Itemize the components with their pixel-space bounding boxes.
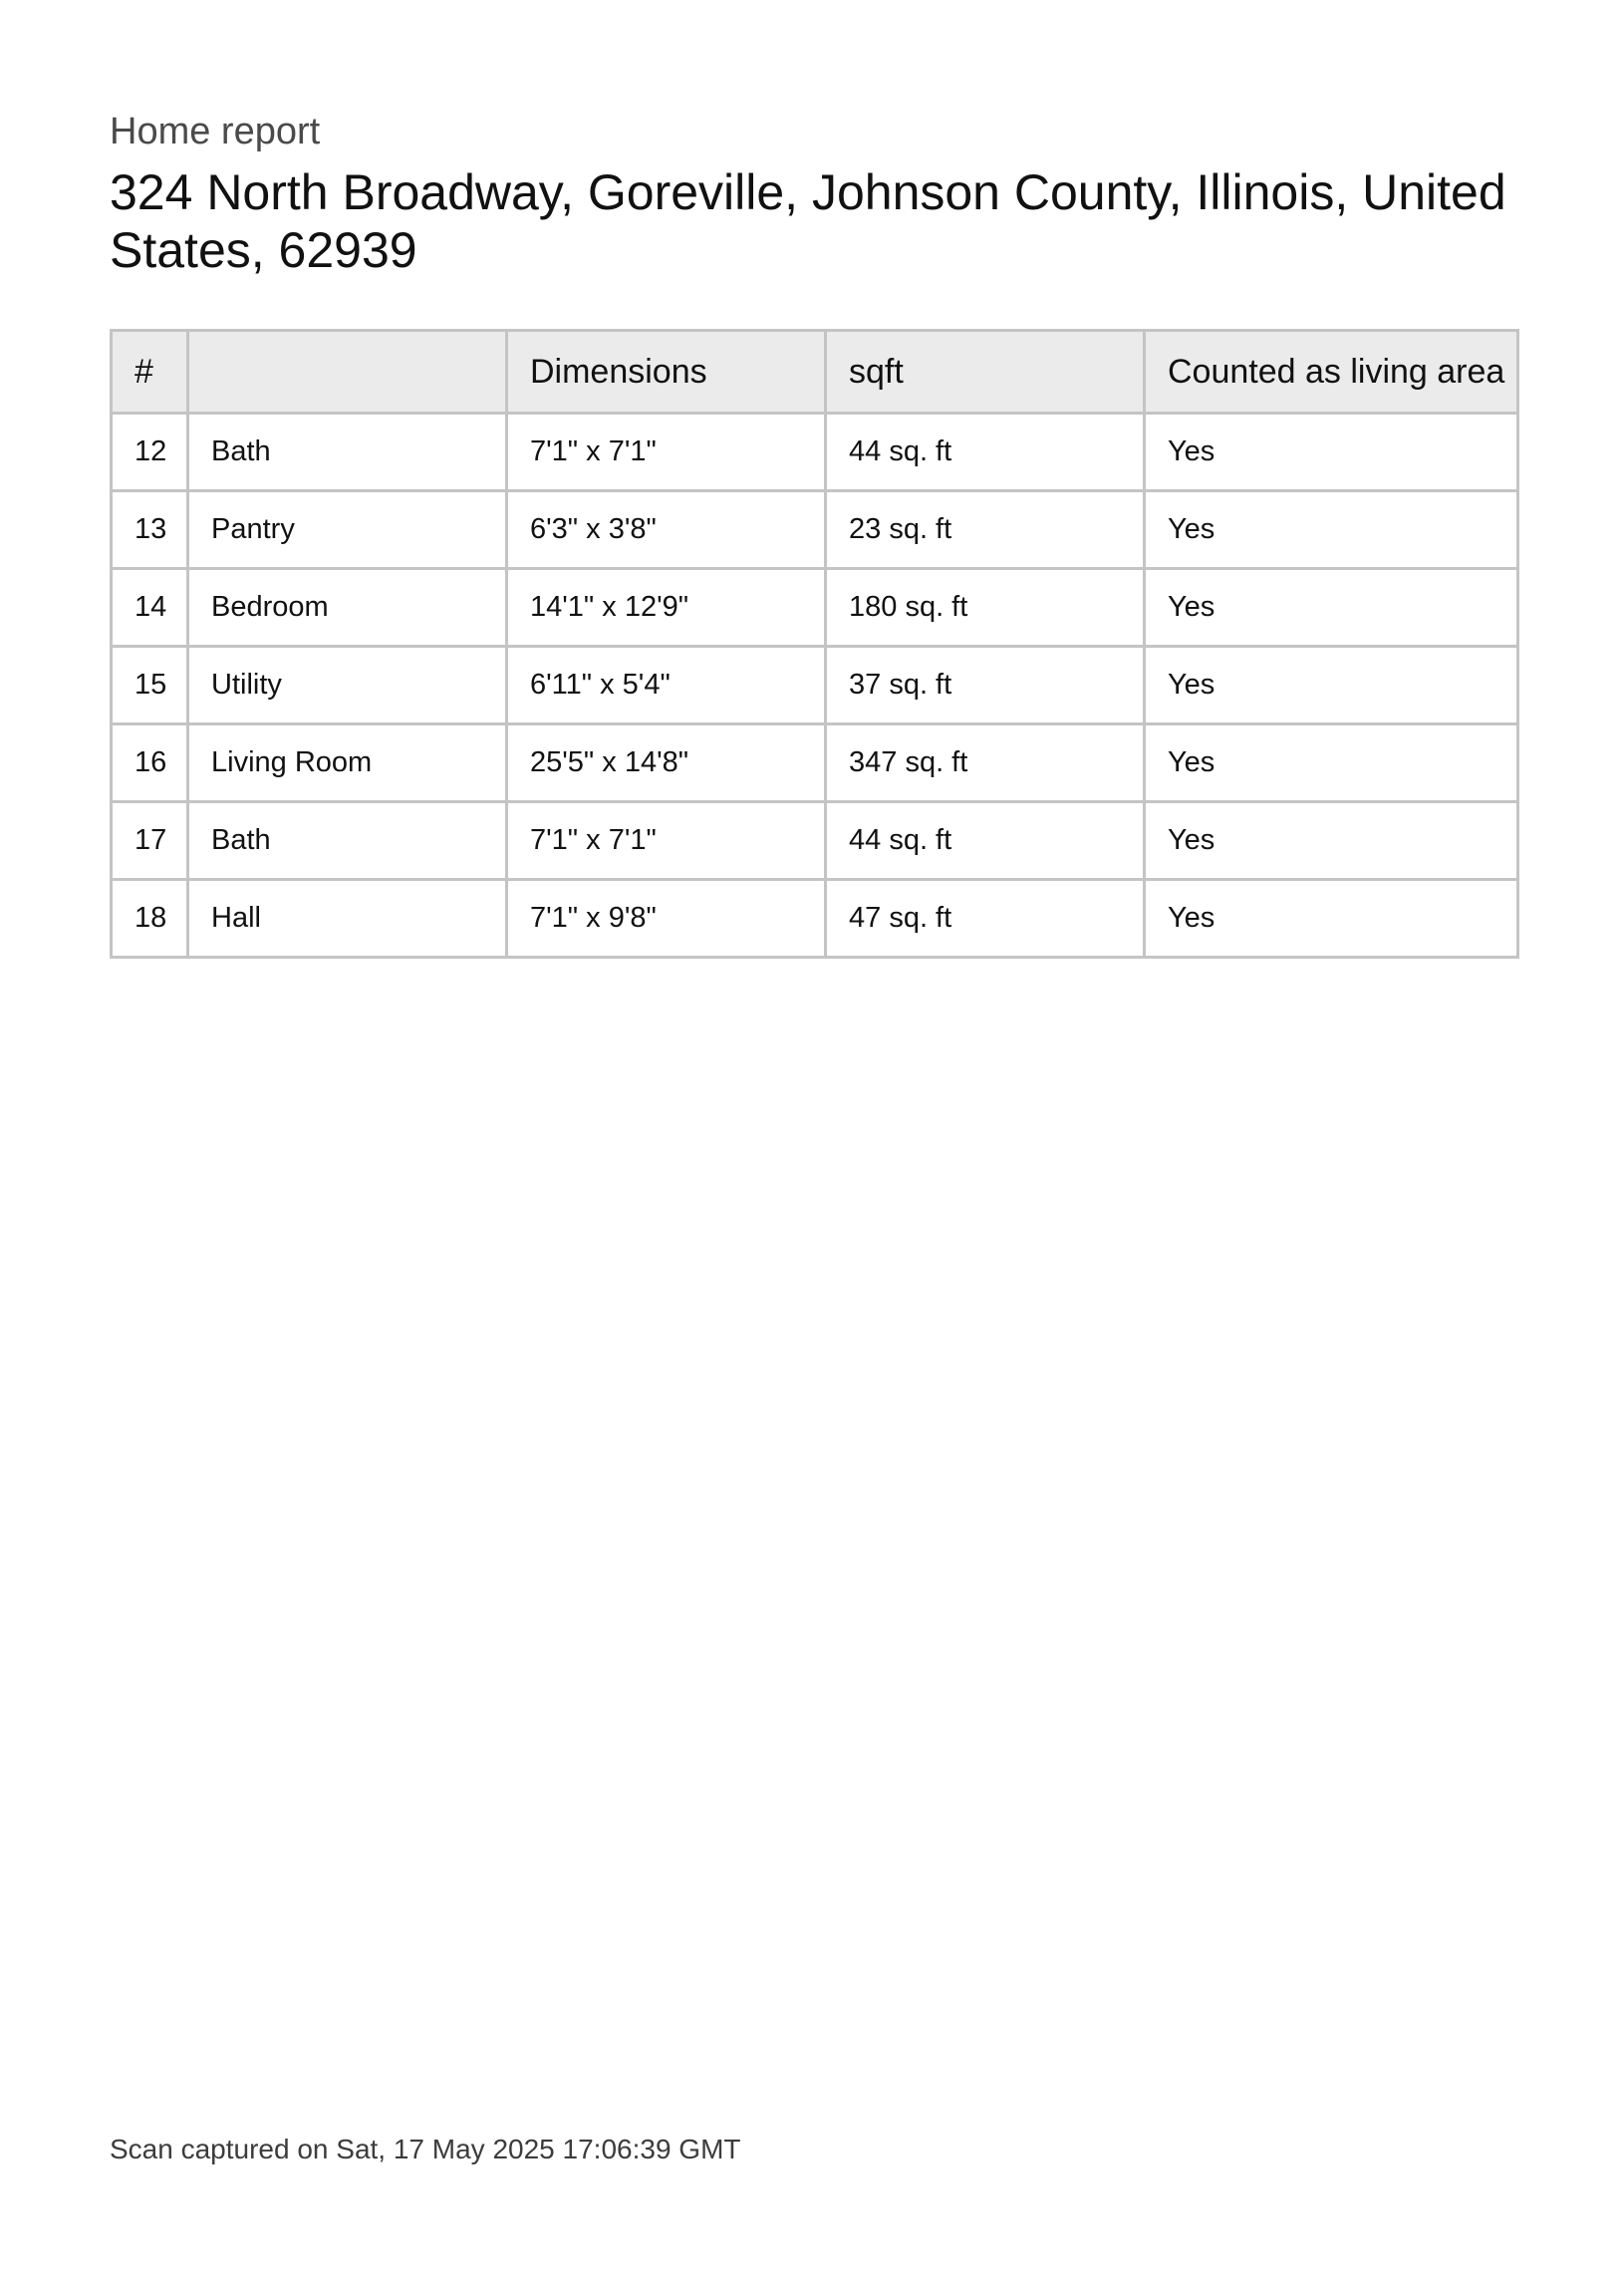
table-row bbox=[112, 802, 1518, 880]
header-number: # bbox=[112, 331, 188, 414]
room-sqft: 180 sq. ft bbox=[826, 569, 1145, 647]
header-dimensions: Dimensions bbox=[507, 331, 826, 414]
room-number: 18 bbox=[112, 880, 188, 958]
room-name: Bath bbox=[188, 414, 507, 491]
table-row bbox=[112, 569, 1518, 647]
header-room-name bbox=[188, 331, 507, 414]
room-dimensions: 7'1" x 7'1" bbox=[507, 802, 826, 880]
room-sqft: 44 sq. ft bbox=[826, 414, 1145, 491]
room-living-area: Yes bbox=[1145, 414, 1518, 491]
room-sqft: 37 sq. ft bbox=[826, 647, 1145, 724]
room-sqft: 23 sq. ft bbox=[826, 491, 1145, 569]
room-number: 17 bbox=[112, 802, 188, 880]
header-sqft: sqft bbox=[826, 331, 1145, 414]
room-sqft: 47 sq. ft bbox=[826, 880, 1145, 958]
scan-timestamp: Scan captured on Sat, 17 May 2025 17:06:39 GMT bbox=[110, 2134, 741, 2164]
room-dimensions: 6'11" x 5'4" bbox=[507, 647, 826, 724]
report-label: Home report bbox=[110, 111, 321, 152]
room-number: 13 bbox=[112, 491, 188, 569]
room-dimensions: 14'1" x 12'9" bbox=[507, 569, 826, 647]
table-row bbox=[112, 724, 1518, 802]
room-dimensions: 25'5" x 14'8" bbox=[507, 724, 826, 802]
room-sqft: 347 sq. ft bbox=[826, 724, 1145, 802]
room-name: Living Room bbox=[188, 724, 507, 802]
room-number: 14 bbox=[112, 569, 188, 647]
table-header-row bbox=[112, 331, 1518, 414]
page-title: 324 North Broadway, Goreville, Johnson County, Illinois, United States, 62939 bbox=[110, 164, 1506, 278]
header-living-area: Counted as living area bbox=[1145, 331, 1518, 414]
table-row bbox=[112, 880, 1518, 958]
room-number: 16 bbox=[112, 724, 188, 802]
room-living-area: Yes bbox=[1145, 569, 1518, 647]
room-dimensions: 7'1" x 9'8" bbox=[507, 880, 826, 958]
room-name: Bath bbox=[188, 802, 507, 880]
room-living-area: Yes bbox=[1145, 724, 1518, 802]
room-number: 12 bbox=[112, 414, 188, 491]
rooms-table bbox=[110, 329, 1519, 959]
room-name: Hall bbox=[188, 880, 507, 958]
table-row bbox=[112, 647, 1518, 724]
table-row bbox=[112, 414, 1518, 491]
room-dimensions: 6'3" x 3'8" bbox=[507, 491, 826, 569]
room-living-area: Yes bbox=[1145, 491, 1518, 569]
room-name: Pantry bbox=[188, 491, 507, 569]
room-sqft: 44 sq. ft bbox=[826, 802, 1145, 880]
room-living-area: Yes bbox=[1145, 647, 1518, 724]
room-name: Bedroom bbox=[188, 569, 507, 647]
room-dimensions: 7'1" x 7'1" bbox=[507, 414, 826, 491]
room-living-area: Yes bbox=[1145, 802, 1518, 880]
table-row bbox=[112, 491, 1518, 569]
room-living-area: Yes bbox=[1145, 880, 1518, 958]
room-number: 15 bbox=[112, 647, 188, 724]
room-name: Utility bbox=[188, 647, 507, 724]
